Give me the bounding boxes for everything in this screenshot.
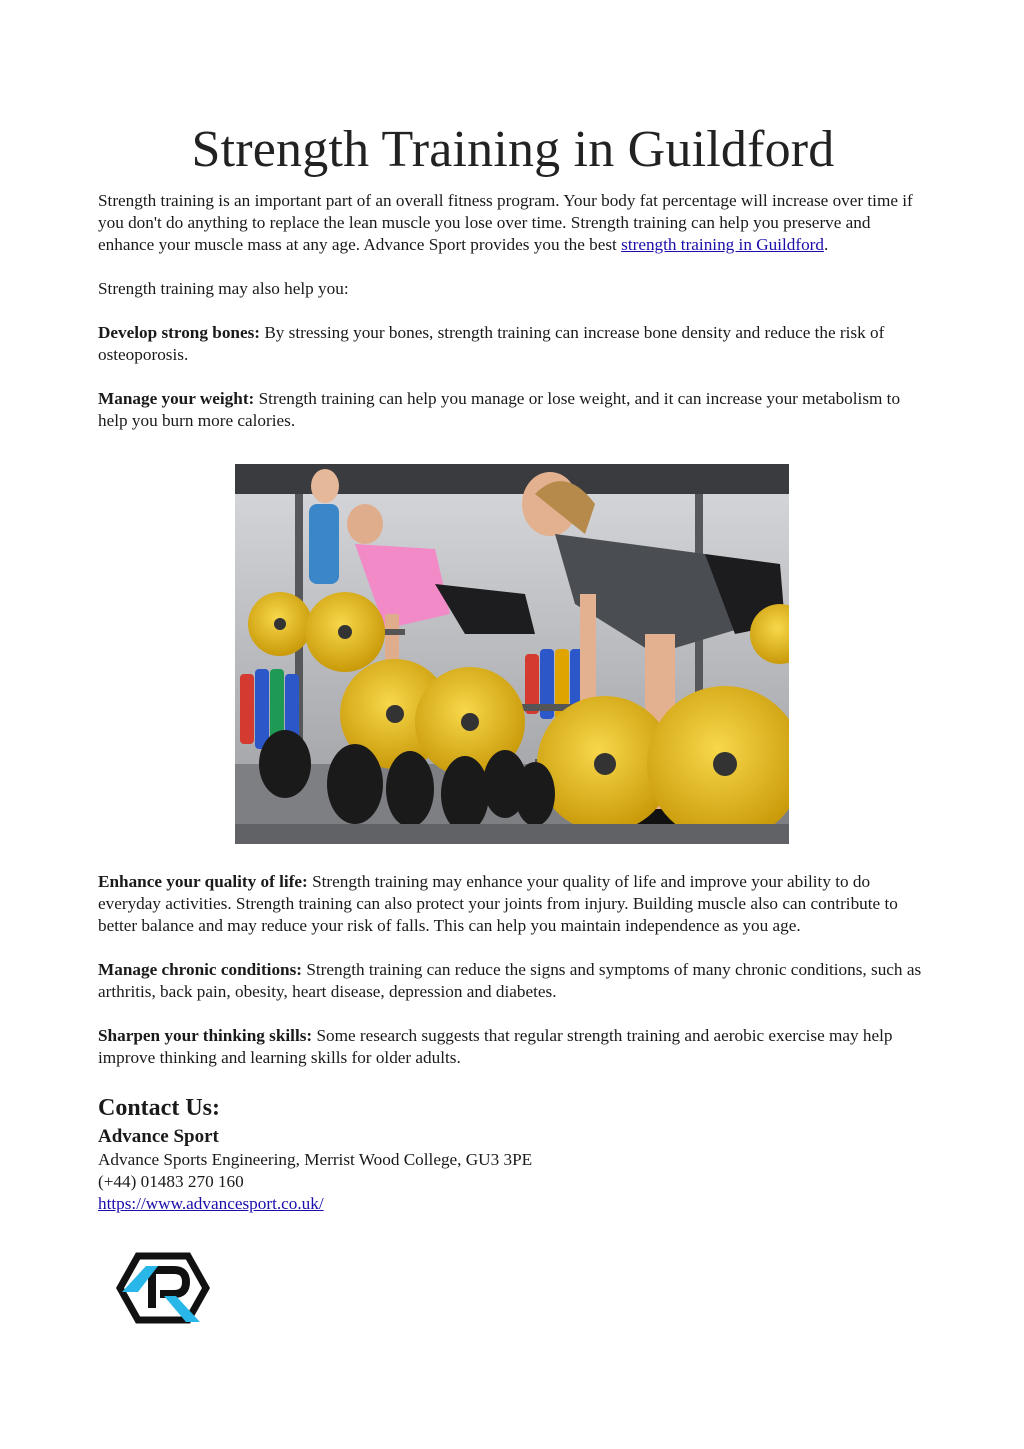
benefit-paragraph bbox=[98, 388, 928, 432]
document-page bbox=[98, 118, 928, 1215]
intro-end: . bbox=[824, 235, 829, 254]
advance-sport-logo bbox=[116, 1252, 210, 1324]
benefit-label: Manage chronic conditions: bbox=[98, 960, 303, 979]
benefit-text: By stressing your bones, strength training can increase bone density and reduce the risk of osteoporosis. bbox=[98, 323, 885, 364]
company-name: Advance Sport bbox=[98, 1126, 219, 1147]
lead-text: Strength training may also help you: bbox=[98, 279, 349, 298]
benefit-label: Manage your weight: bbox=[98, 389, 255, 408]
benefit-label: Develop strong bones: bbox=[98, 323, 261, 342]
intro-text: Strength training is an important part of an overall fitness program. Your body fat percentage will increase over time if you don't do anything to replace the lean muscle you lose over time. Strength training can help you preserve and enhance your muscle mass at any age. Advance Sport provides you the best bbox=[98, 191, 913, 254]
page-title: Strength Training in Guildford bbox=[191, 121, 835, 178]
benefit-paragraph bbox=[98, 1025, 928, 1069]
benefit-text: Strength training may enhance your quality of life and improve your ability to do everyday activities. Strength training can also protect your joints from injury. Building muscle also can contribute to better balance and may reduce your risk of falls. This can help you maintain independence as you age. bbox=[98, 872, 898, 935]
benefit-label: Sharpen your thinking skills: bbox=[98, 1026, 313, 1045]
benefit-text: Strength training can reduce the signs and symptoms of many chronic conditions, such as arthritis, back pain, obesity, heart disease, depression and diabetes. bbox=[98, 960, 922, 1001]
weightlifting-photo bbox=[235, 464, 789, 844]
benefit-paragraph bbox=[98, 959, 928, 1003]
benefit-paragraph bbox=[98, 322, 928, 366]
contact-heading: Contact Us: bbox=[98, 1095, 220, 1121]
photo-illustration bbox=[235, 464, 789, 844]
company-website-link[interactable]: https://www.advancesport.co.uk/ bbox=[98, 1194, 324, 1213]
strength-training-link[interactable]: strength training in Guildford bbox=[621, 235, 825, 254]
company-phone: (+44) 01483 270 160 bbox=[98, 1172, 244, 1191]
benefit-label: Enhance your quality of life: bbox=[98, 872, 308, 891]
company-address: Advance Sports Engineering, Merrist Wood College, GU3 3PE bbox=[98, 1150, 533, 1169]
benefit-paragraph bbox=[98, 871, 928, 937]
intro-paragraph bbox=[98, 190, 928, 256]
benefit-text: Strength training can help you manage or lose weight, and it can increase your metabolism to help you burn more calories. bbox=[98, 389, 901, 430]
benefit-text: Some research suggests that regular strength training and aerobic exercise may help improve thinking and learning skills for older adults. bbox=[98, 1026, 893, 1067]
